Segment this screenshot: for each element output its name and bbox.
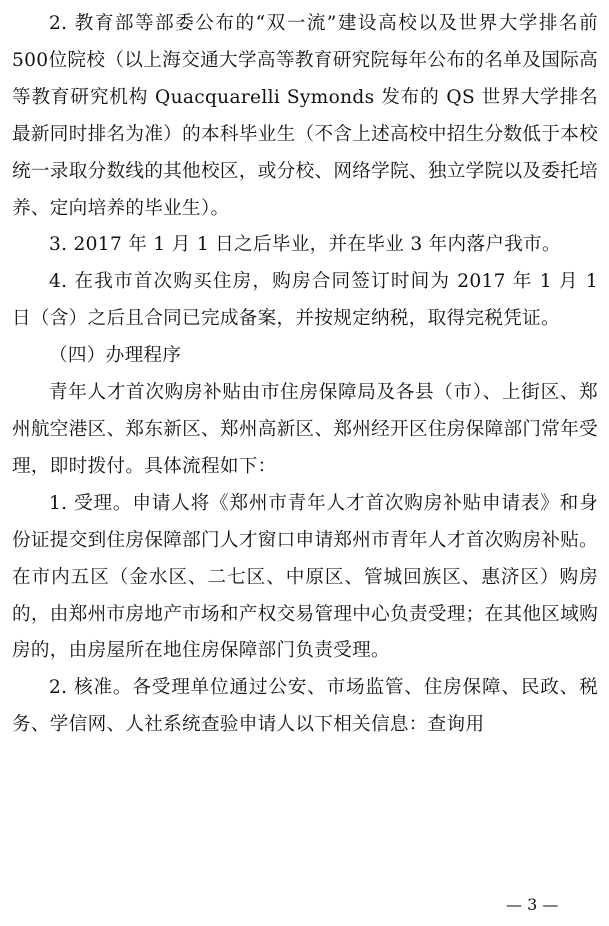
paragraph-step-verification: 2. 核准。各受理单位通过公安、市场监管、住房保障、民政、税务、学信网、人社系统查验申请人以下相关信息：查询用 [12,677,598,736]
section-heading-procedure: （四）办理程序 [49,345,182,367]
paragraph-step-acceptance: 1. 受理。申请人将《郑州市青年人才首次购房补贴申请表》和身份证提交到住房保障部门人才窗口申请郑州市青年人才首次购房补贴。在市内五区（金水区、二七区、中原区、管城回族区、惠济区）购房的，由郑州市房地产市场和产权交易管理中心负责受理；在其他区域购房的，由房屋所在地住房保障部门负责受理。 [12,492,598,662]
paragraph-criterion-4: 4. 在我市首次购买住房，购房合同签订时间为 2017 年 1 月 1 日（含）之后且合同已完成备案，并按规定纳税，取得完税凭证。 [12,271,598,330]
paragraph-criterion-3: 3. 2017 年 1 月 1 日之后毕业，并在毕业 3 年内落户我市。 [49,234,561,256]
page-number: — 3 — [506,895,559,914]
document-body [12,6,598,744]
paragraph-procedure-intro: 青年人才首次购房补贴由市住房保障局及各县（市）、上街区、郑州航空港区、郑东新区、郑州高新区、郑州经开区住房保障部门常年受理，即时拨付。具体流程如下： [12,382,598,477]
paragraph-criterion-2: 2. 教育部等部委公布的“双一流”建设高校以及世界大学排名前500位院校（以上海交通大学高等教育研究院每年公布的名单及国际高等教育研究机构 Quacquarelli Symonds 发布的 QS 世界大学排名最新同时排名为准）的本科毕业生（不含上述高校中招生分数低于本校统一录取分数线的其他校区，或分校、网络学院、独立学院以及委托培养、定向培养的毕业生）。 [12,13,598,219]
